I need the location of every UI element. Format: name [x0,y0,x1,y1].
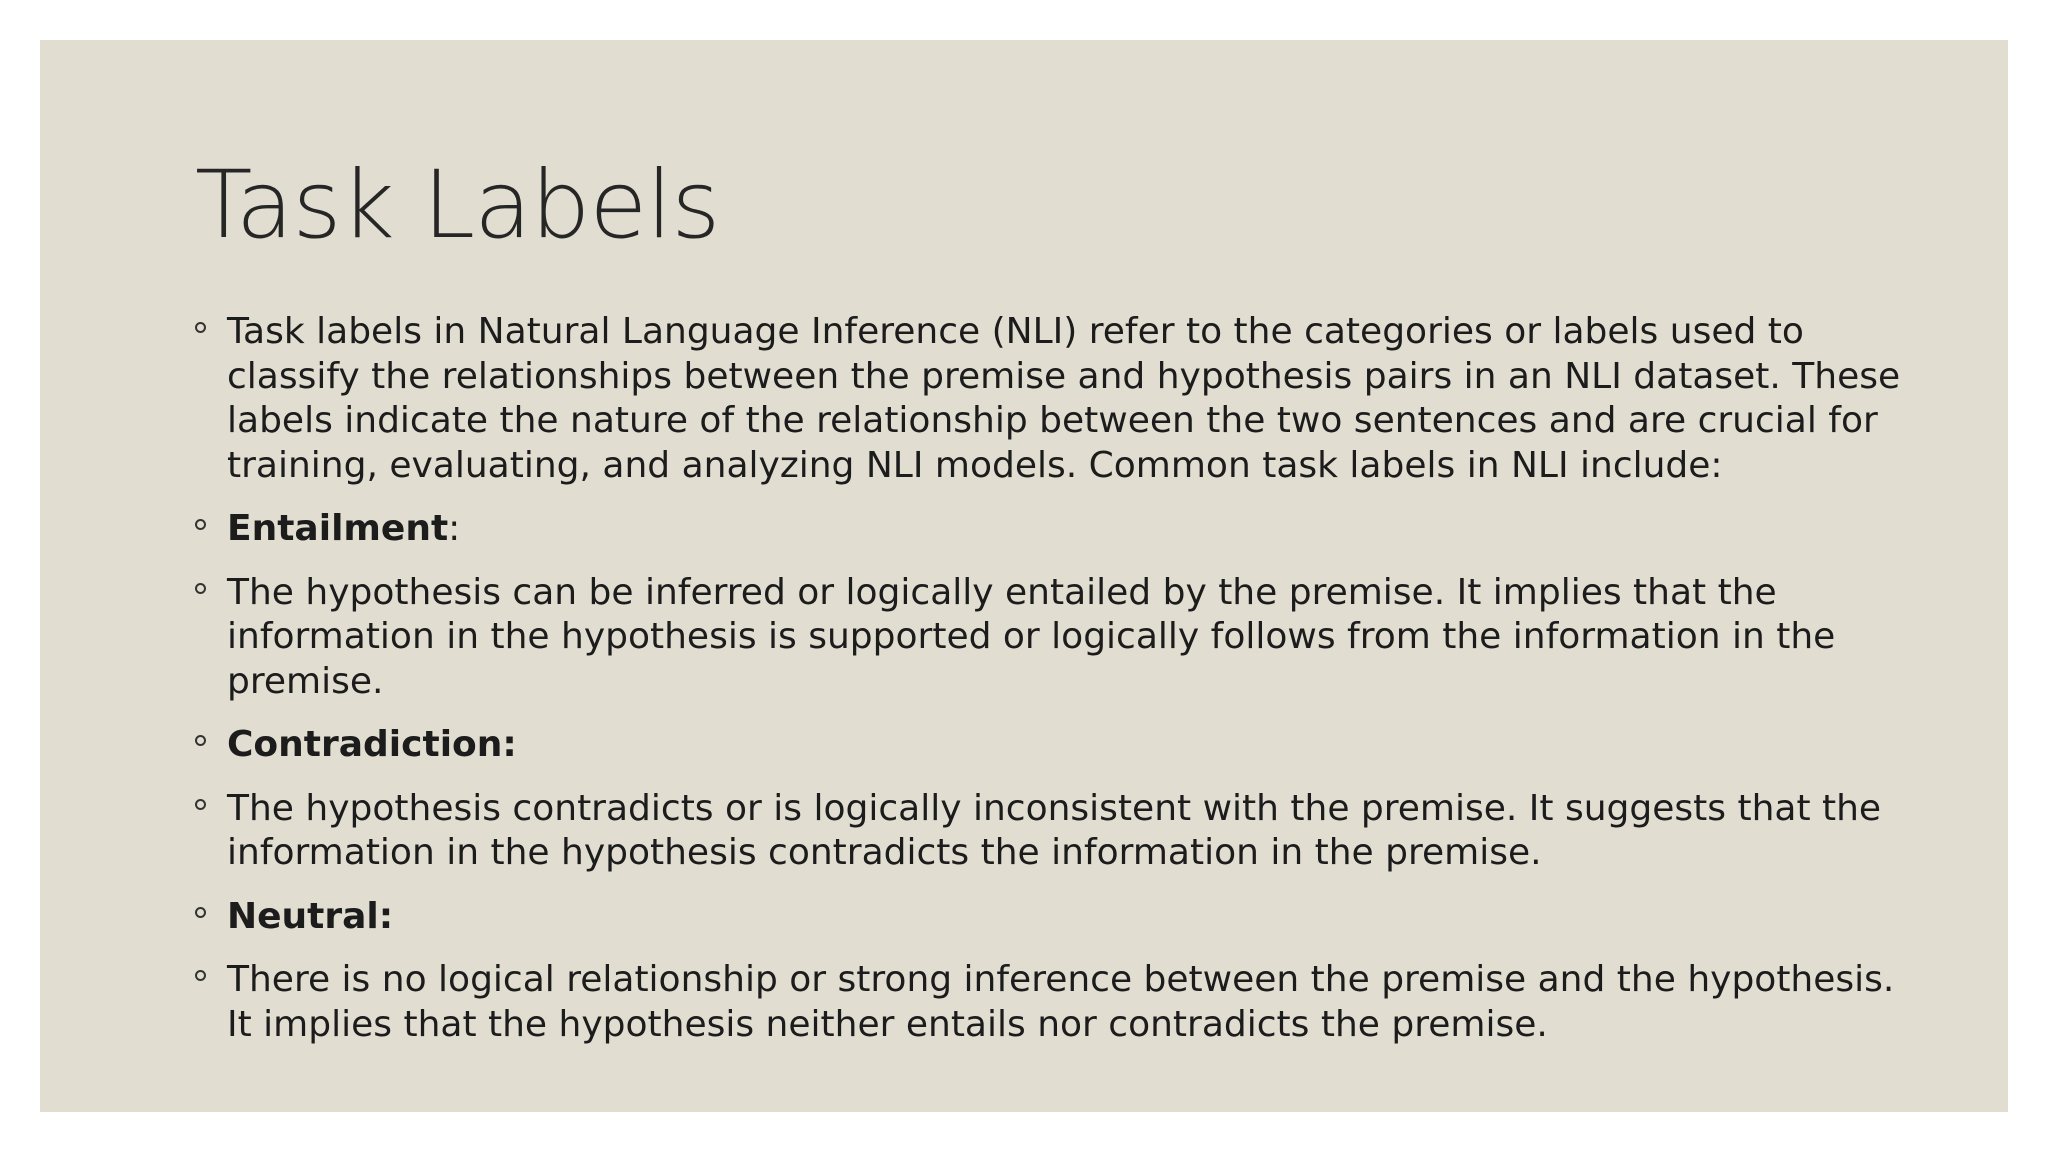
bullet-item [195,895,1915,940]
bullet-item [195,958,1915,1047]
bullet-text: There is no logical relationship or strong inference between the premise and the hypothesis. It implies that the hypothesis neither entails nor contradicts the premise. [227,959,1895,1045]
bullet-text: The hypothesis can be inferred or logically entailed by the premise. It implies that the information in the hypothesis is supported or logically follows from the information in the premise. [227,571,1836,702]
bullet-circle-icon [195,799,206,810]
slide-title: Task Labels [195,151,720,260]
bullet-circle-icon [195,322,206,333]
bullet-text: The hypothesis contradicts or is logically inconsistent with the premise. It suggests that the information in the hypothesis contradicts the information in the premise. [227,787,1882,873]
bullet-item [195,787,1915,876]
bullet-list [195,310,1915,1066]
label-heading-contradiction: Contradiction: [227,724,517,765]
bullet-circle-icon [195,583,206,594]
bullet-text: Task labels in Natural Language Inference (NLI) refer to the categories or labels used to classify the relationships between the premise and hypothesis pairs in an NLI dataset. These labels indicate the nature of the relationship between the two sentences and are crucial for training, evaluating, and analyzing NLI models. Common task labels in NLI include: [227,311,1901,486]
bullet-item [195,310,1915,488]
slide [40,40,2008,1112]
label-heading-neutral: Neutral: [227,895,394,937]
bullet-circle-icon [195,907,206,918]
label-heading-suffix: : [448,508,461,549]
bullet-item [195,507,1915,552]
bullet-item [195,723,1915,768]
bullet-circle-icon [195,519,206,530]
label-heading-entailment: Entailment [227,508,449,549]
bullet-item [195,571,1915,705]
bullet-circle-icon [195,735,206,746]
bullet-circle-icon [195,970,206,981]
